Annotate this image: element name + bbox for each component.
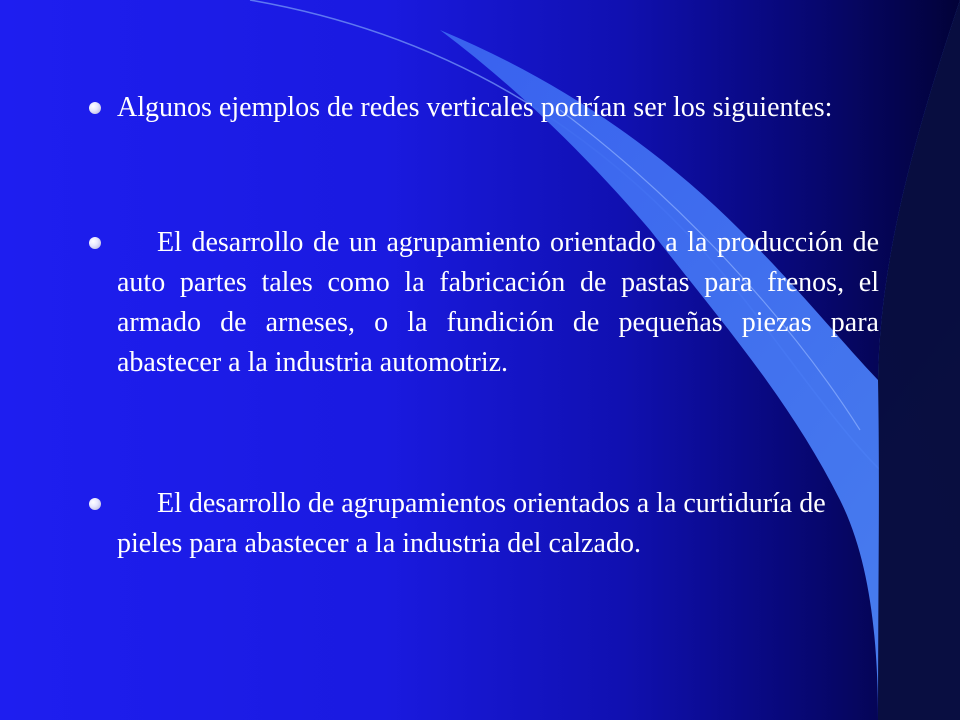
bullet-item-1 <box>117 88 879 128</box>
bullet-text: El desarrollo de agrupamientos orientados a la curtiduría de pieles para abastecer a la industria del calzado. <box>117 488 826 559</box>
bullet-item-2 <box>117 223 879 383</box>
bullet-text: Algunos ejemplos de redes verticales podrían ser los siguientes: <box>117 92 833 123</box>
bullet-item-3 <box>117 484 867 564</box>
bullet-text: El desarrollo de un agrupamiento orientado a la producción de auto partes tales como la fabricación de pastas para frenos, el armado de arneses, o la fundición de pequeñas piezas para abastecer a la industria automotriz. <box>117 227 879 378</box>
bullet-dot-icon <box>89 237 101 249</box>
bullet-dot-icon <box>89 498 101 510</box>
bullet-dot-icon <box>89 102 101 114</box>
